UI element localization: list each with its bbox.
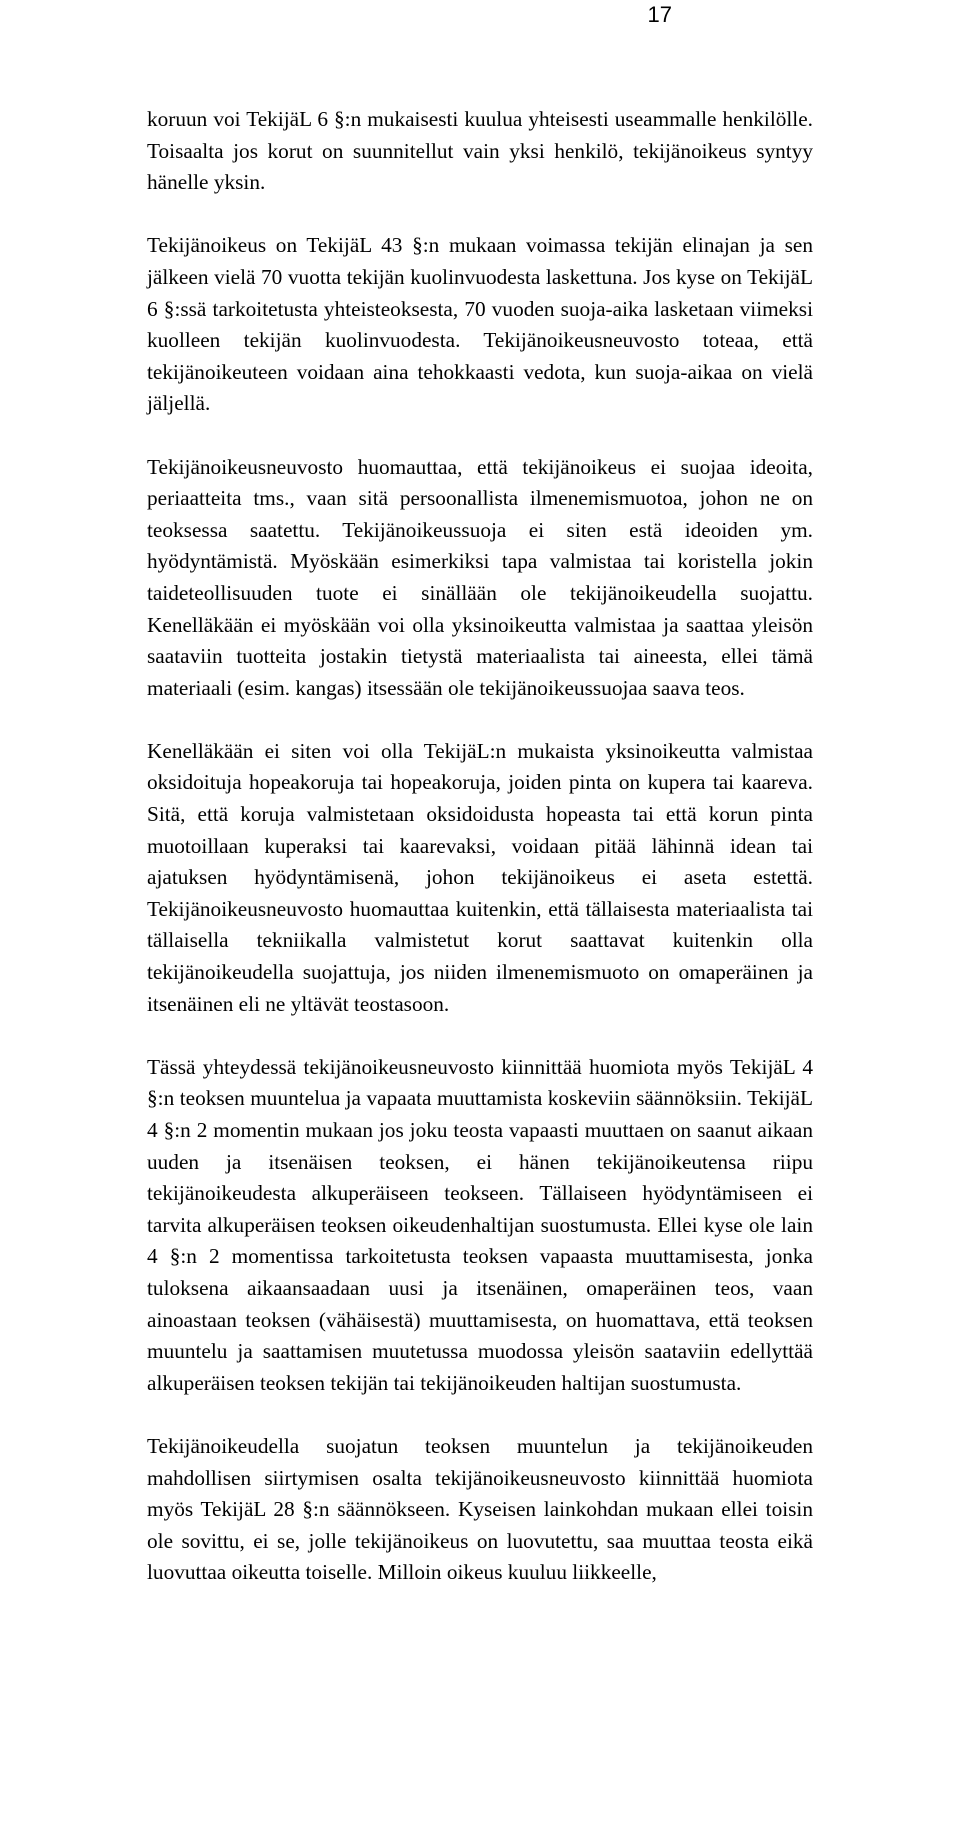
document-body bbox=[147, 104, 813, 1589]
paragraph-5: Tässä yhteydessä tekijänoikeusneuvosto kiinnittää huomiota myös TekijäL 4 §:n teoksen muuntelua ja vapaata muuttamista koskeviin säännöksiin. TekijäL 4 §:n 2 momentin mukaan jos joku teosta vapaasti muuttaen on saanut aikaan uuden ja itsenäisen teoksen, ei hänen tekijänoikeutensa riipu tekijänoikeudesta alkuperäiseen teokseen. Tällaiseen hyödyntämiseen ei tarvita alkuperäisen teoksen oikeudenhaltijan suostumusta. Ellei kyse ole lain 4 §:n 2 momentissa tarkoitetusta teoksen vapaasta muuttamisesta, jonka tuloksena aikaansaadaan uusi ja itsenäinen, omaperäinen teos, vaan ainoastaan teoksen (vähäisestä) muuttamisesta, on huomattava, että teoksen muuntelu ja saattamisen muutetussa muodossa yleisön saataviin edellyttää alkuperäisen teoksen tekijän tai tekijänoikeuden haltijan suostumusta. bbox=[147, 1054, 813, 1395]
paragraph-3: Tekijänoikeusneuvosto huomauttaa, että tekijänoikeus ei suojaa ideoita, periaatteita tms., vaan sitä persoonallista ilmenemismuotoa, johon ne on teoksessa saatettu. Tekijänoikeussuoja ei siten estä ideoiden ym. hyödyntämistä. Myöskään esimerkiksi tapa valmistaa tai koristella jokin taideteollisuuden tuote ei sinällään ole tekijänoikeudella suojattu. Kenelläkään ei myöskään voi olla yksinoikeutta valmistaa ja saattaa yleisön saataviin tuotteita jostakin tietystä materiaalista tai aineesta, ellei tämä materiaali (esim. kangas) itsessään ole tekijänoikeussuojaa saava teos. bbox=[147, 454, 813, 700]
paragraph-6: Tekijänoikeudella suojatun teoksen muuntelun ja tekijänoikeuden mahdollisen siirtymisen osalta tekijänoikeusneuvosto kiinnittää huomiota myös TekijäL 28 §:n säännökseen. Kyseisen lainkohdan mukaan ellei toisin ole sovittu, ei se, jolle tekijänoikeus on luovutettu, saa muuttaa teosta eikä luovuttaa oikeutta toiselle. Milloin oikeus kuuluu liikkeelle, bbox=[147, 1433, 813, 1585]
paragraph-1: koruun voi TekijäL 6 §:n mukaisesti kuulua yhteisesti useammalle henkilölle. Toisaalta jos korut on suunnitellut vain yksi henkilö, tekijänoikeus syntyy hänelle yksin. bbox=[147, 107, 813, 195]
page-number: 17 bbox=[647, 2, 672, 27]
paragraph-2: Tekijänoikeus on TekijäL 43 §:n mukaan voimassa tekijän elinajan ja sen jälkeen vielä 70 vuotta tekijän kuolinvuodesta laskettuna. Jos kyse on TekijäL 6 §:ssä tarkoitetusta yhteisteoksesta, 70 vuoden suoja-aika lasketaan viimeksi kuolleen tekijän kuolinvuodesta. Tekijänoikeusneuvosto toteaa, että tekijänoikeuteen voidaan aina tehokkaasti vedota, kun suoja-aikaa on vielä jäljellä. bbox=[147, 233, 813, 416]
paragraph-4: Kenelläkään ei siten voi olla TekijäL:n mukaista yksinoikeutta valmistaa oksidoituja hopeakoruja tai hopeakoruja, joiden pinta on kupera tai kaareva. Sitä, että koruja valmistetaan oksidoidusta hopeasta tai että korun pinta muotoillaan kuperaksi tai kaarevaksi, voidaan pitää lähinnä idean tai ajatuksen hyödyntämisenä, johon tekijänoikeus ei aseta estettä. Tekijänoikeusneuvosto huomauttaa kuitenkin, että tällaisesta materiaalista tai tällaisella tekniikalla valmistetut korut saattavat kuitenkin olla tekijänoikeudella suojattuja, jos niiden ilmenemismuoto on omaperäinen ja itsenäinen eli ne yltävät teostasoon. bbox=[147, 738, 813, 1016]
